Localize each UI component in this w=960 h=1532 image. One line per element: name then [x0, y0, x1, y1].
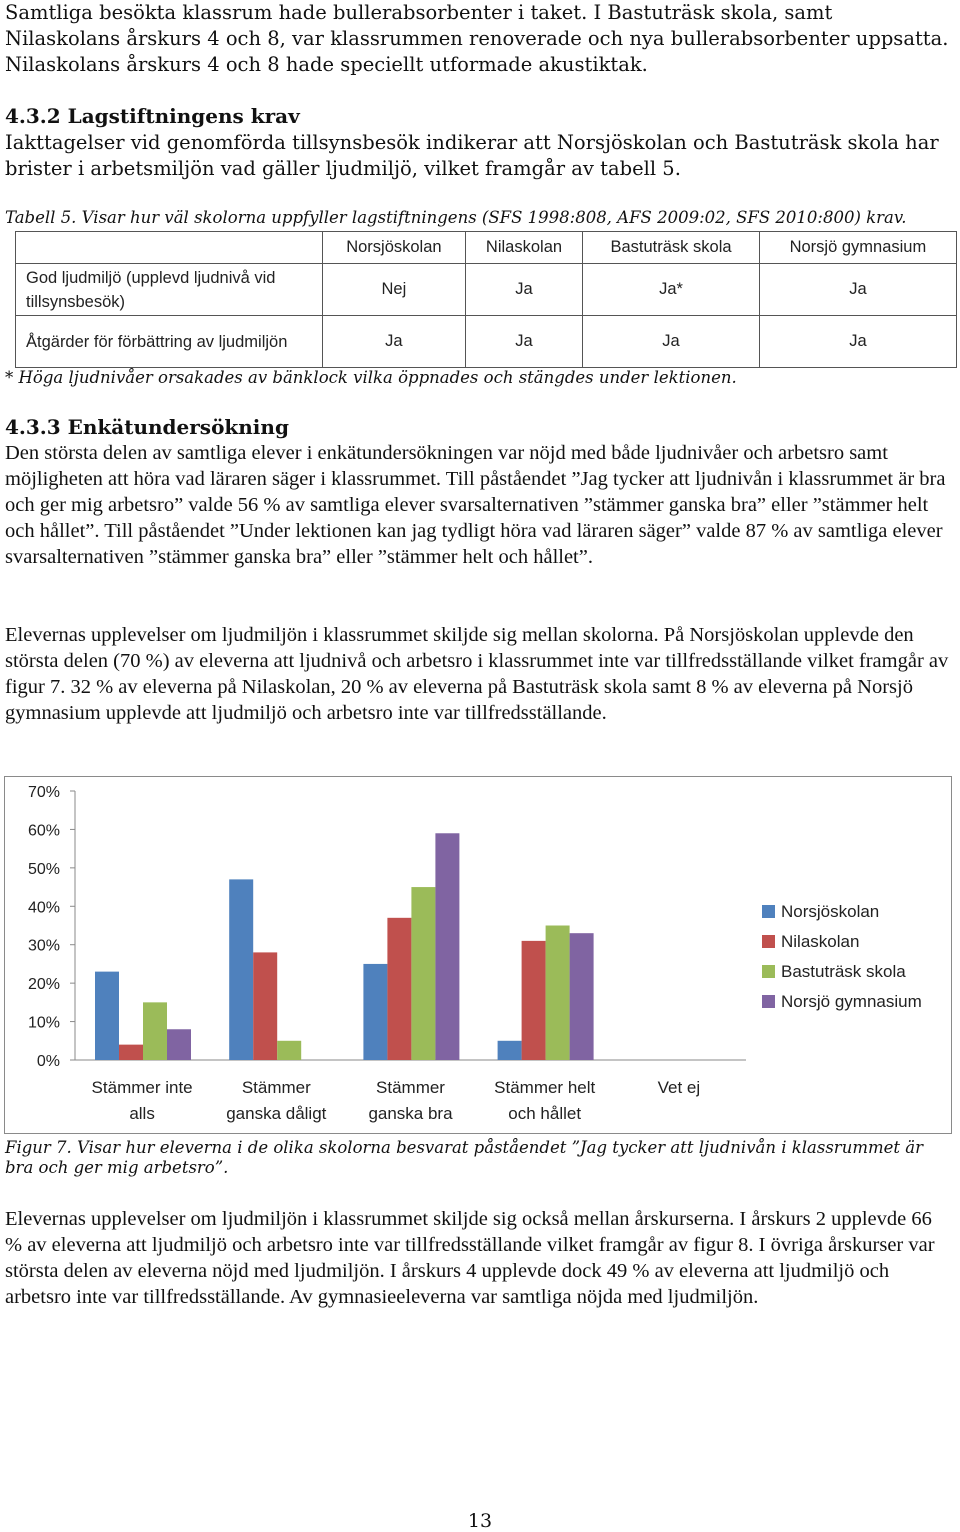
x-tick-label: ganska dåligt: [226, 1104, 327, 1123]
table-cell: Ja: [759, 316, 956, 368]
x-tick-label: Stämmer inte: [91, 1078, 193, 1097]
requirements-table: [15, 231, 957, 368]
legend-label: Norsjö gymnasium: [781, 992, 922, 1011]
section-433-paragraph-1: Den största delen av samtliga elever i enkätundersökningen var nöjd med både ljudnivåer och arbetsro samt möjligheten att höra vad läraren säger i klassrummet. Till påståendet ”Jag tycker att ljudnivån i klassrummet är bra och ger mig arbetsro” valde 56 % av samtliga elever svarsalternativen ”stämmer ganska bra” eller ”stämmer helt och hållet”. Till påståendet ”Under lektionen kan jag tydligt höra vad läraren säger” valde 87 % av samtliga elever svarsalternativen ”stämmer ganska bra” eller ”stämmer helt och hållet”.: [5, 442, 946, 568]
bar: [167, 1029, 191, 1060]
table-cell: Ja: [465, 316, 582, 368]
y-tick-label: 20%: [27, 976, 60, 994]
y-tick-label: 10%: [27, 1014, 60, 1032]
bar: [277, 1041, 301, 1060]
table-row: [16, 264, 957, 316]
bar: [546, 926, 570, 1061]
y-tick-label: 60%: [27, 822, 60, 840]
x-tick-label: Stämmer helt: [494, 1078, 596, 1097]
bar: [435, 833, 459, 1060]
y-tick-label: 0%: [36, 1053, 60, 1070]
y-tick-label: 70%: [27, 784, 60, 801]
bar: [143, 1002, 167, 1060]
bar: [411, 887, 435, 1060]
figure7-caption: Figur 7. Visar hur eleverna i de olika skolorna besvarat påståendet ”Jag tycker att ljudnivån i klassrummet är bra och ger mig arbetsro”.: [5, 1138, 923, 1177]
table-cell: Ja*: [583, 264, 760, 316]
table-cell: Ja: [583, 316, 760, 368]
table-header-cell: Nilaskolan: [465, 232, 582, 264]
bar: [363, 964, 387, 1060]
y-tick-label: 30%: [27, 937, 60, 955]
section-432-text: Iakttagelser vid genomförda tillsynsbesök indikerar att Norsjöskolan och Bastuträsk skola har brister i arbetsmiljön vad gäller ljudmiljö, vilket framgår av tabell 5.: [5, 131, 939, 180]
bar: [570, 933, 594, 1060]
bar: [253, 952, 277, 1060]
table-cell: Nej: [323, 264, 466, 316]
bar: [387, 918, 411, 1060]
table-header-row: [16, 232, 957, 264]
bar: [522, 941, 546, 1060]
bar-chart-svg: [5, 777, 951, 1133]
table-header-cell: Norsjö gymnasium: [759, 232, 956, 264]
table-header-cell: [16, 232, 323, 264]
legend-label: Bastuträsk skola: [781, 962, 906, 981]
bar: [498, 1041, 522, 1060]
x-tick-label: ganska bra: [368, 1104, 453, 1123]
closing-paragraph: Elevernas upplevelser om ljudmiljön i klassrummet skiljde sig också mellan årskurserna. I årskurs 2 upplevde 66 % av eleverna att ljudmiljö och arbetsro inte var tillfredsställande vilket framgår av figur 8. I övriga årskurser var största delen av eleverna nöjd med ljudmiljön. I årskurs 4 upplevde dock 49 % av eleverna att ljudmiljö och arbetsro inte var tillfredsställande. Av gymnasieeleverna var samtliga nöjda med ljudmiljön.: [5, 1208, 935, 1308]
figure-7-chart: [4, 776, 952, 1134]
table-cell: Ja: [323, 316, 466, 368]
bar: [119, 1045, 143, 1060]
x-tick-label: alls: [129, 1104, 155, 1123]
x-tick-label: Stämmer: [241, 1078, 311, 1097]
y-tick-label: 50%: [27, 860, 60, 878]
bar: [95, 972, 119, 1060]
table-row-label: God ljudmiljö (upplevd ljudnivå vid tillsynsbesök): [16, 264, 323, 316]
table5-caption: Tabell 5. Visar hur väl skolorna uppfyller lagstiftningens (SFS 1998:808, AFS 2009:02, SFS 2010:800) krav.: [5, 208, 907, 227]
x-tick-label: Vet ej: [657, 1078, 701, 1097]
legend-swatch: [762, 905, 775, 918]
section-heading-433: 4.3.3 Enkätundersökning: [5, 415, 289, 439]
table-cell: Ja: [465, 264, 582, 316]
x-tick-label: Stämmer: [376, 1078, 445, 1097]
table-cell: Ja: [759, 264, 956, 316]
intro-paragraph: Samtliga besökta klassrum hade bullerabsorbenter i taket. I Bastuträsk skola, samt Nilaskolans årskurs 4 och 8, var klassrummen renoverade och nya bullerabsorbenter uppsatta. Nilaskolans årskurs 4 och 8 hade speciellt utformade akustiktak.: [5, 1, 949, 76]
table-row: [16, 316, 957, 368]
table-row-label: Åtgärder för förbättring av ljudmiljön: [16, 316, 323, 368]
x-tick-label: och hållet: [508, 1104, 582, 1123]
y-tick-label: 40%: [27, 899, 60, 917]
legend-swatch: [762, 935, 775, 948]
table-header-cell: Bastuträsk skola: [583, 232, 760, 264]
bar: [229, 879, 253, 1060]
legend-label: Nilaskolan: [781, 932, 860, 951]
table-header-cell: Norsjöskolan: [323, 232, 466, 264]
table5-footnote: * Höga ljudnivåer orsakades av bänklock vilka öppnades och stängdes under lektionen.: [5, 368, 737, 387]
legend-swatch: [762, 965, 775, 978]
legend-swatch: [762, 995, 775, 1008]
section-heading-432: 4.3.2 Lagstiftningens krav: [5, 104, 300, 128]
page-number: 13: [467, 1510, 493, 1532]
section-433-paragraph-2: Elevernas upplevelser om ljudmiljön i klassrummet skiljde sig mellan skolorna. På Norsjöskolan upplevde den största delen (70 %) av eleverna att ljudnivå och arbetsro i klassrummet inte var tillfredsställande vilket framgår av figur 7. 32 % av eleverna på Nilaskolan, 20 % av eleverna på Bastuträsk skola samt 8 % av eleverna på Norsjö gymnasium upplevde att ljudmiljö och arbetsro inte var tillfredsställande.: [5, 624, 949, 724]
legend-label: Norsjöskolan: [781, 902, 880, 921]
